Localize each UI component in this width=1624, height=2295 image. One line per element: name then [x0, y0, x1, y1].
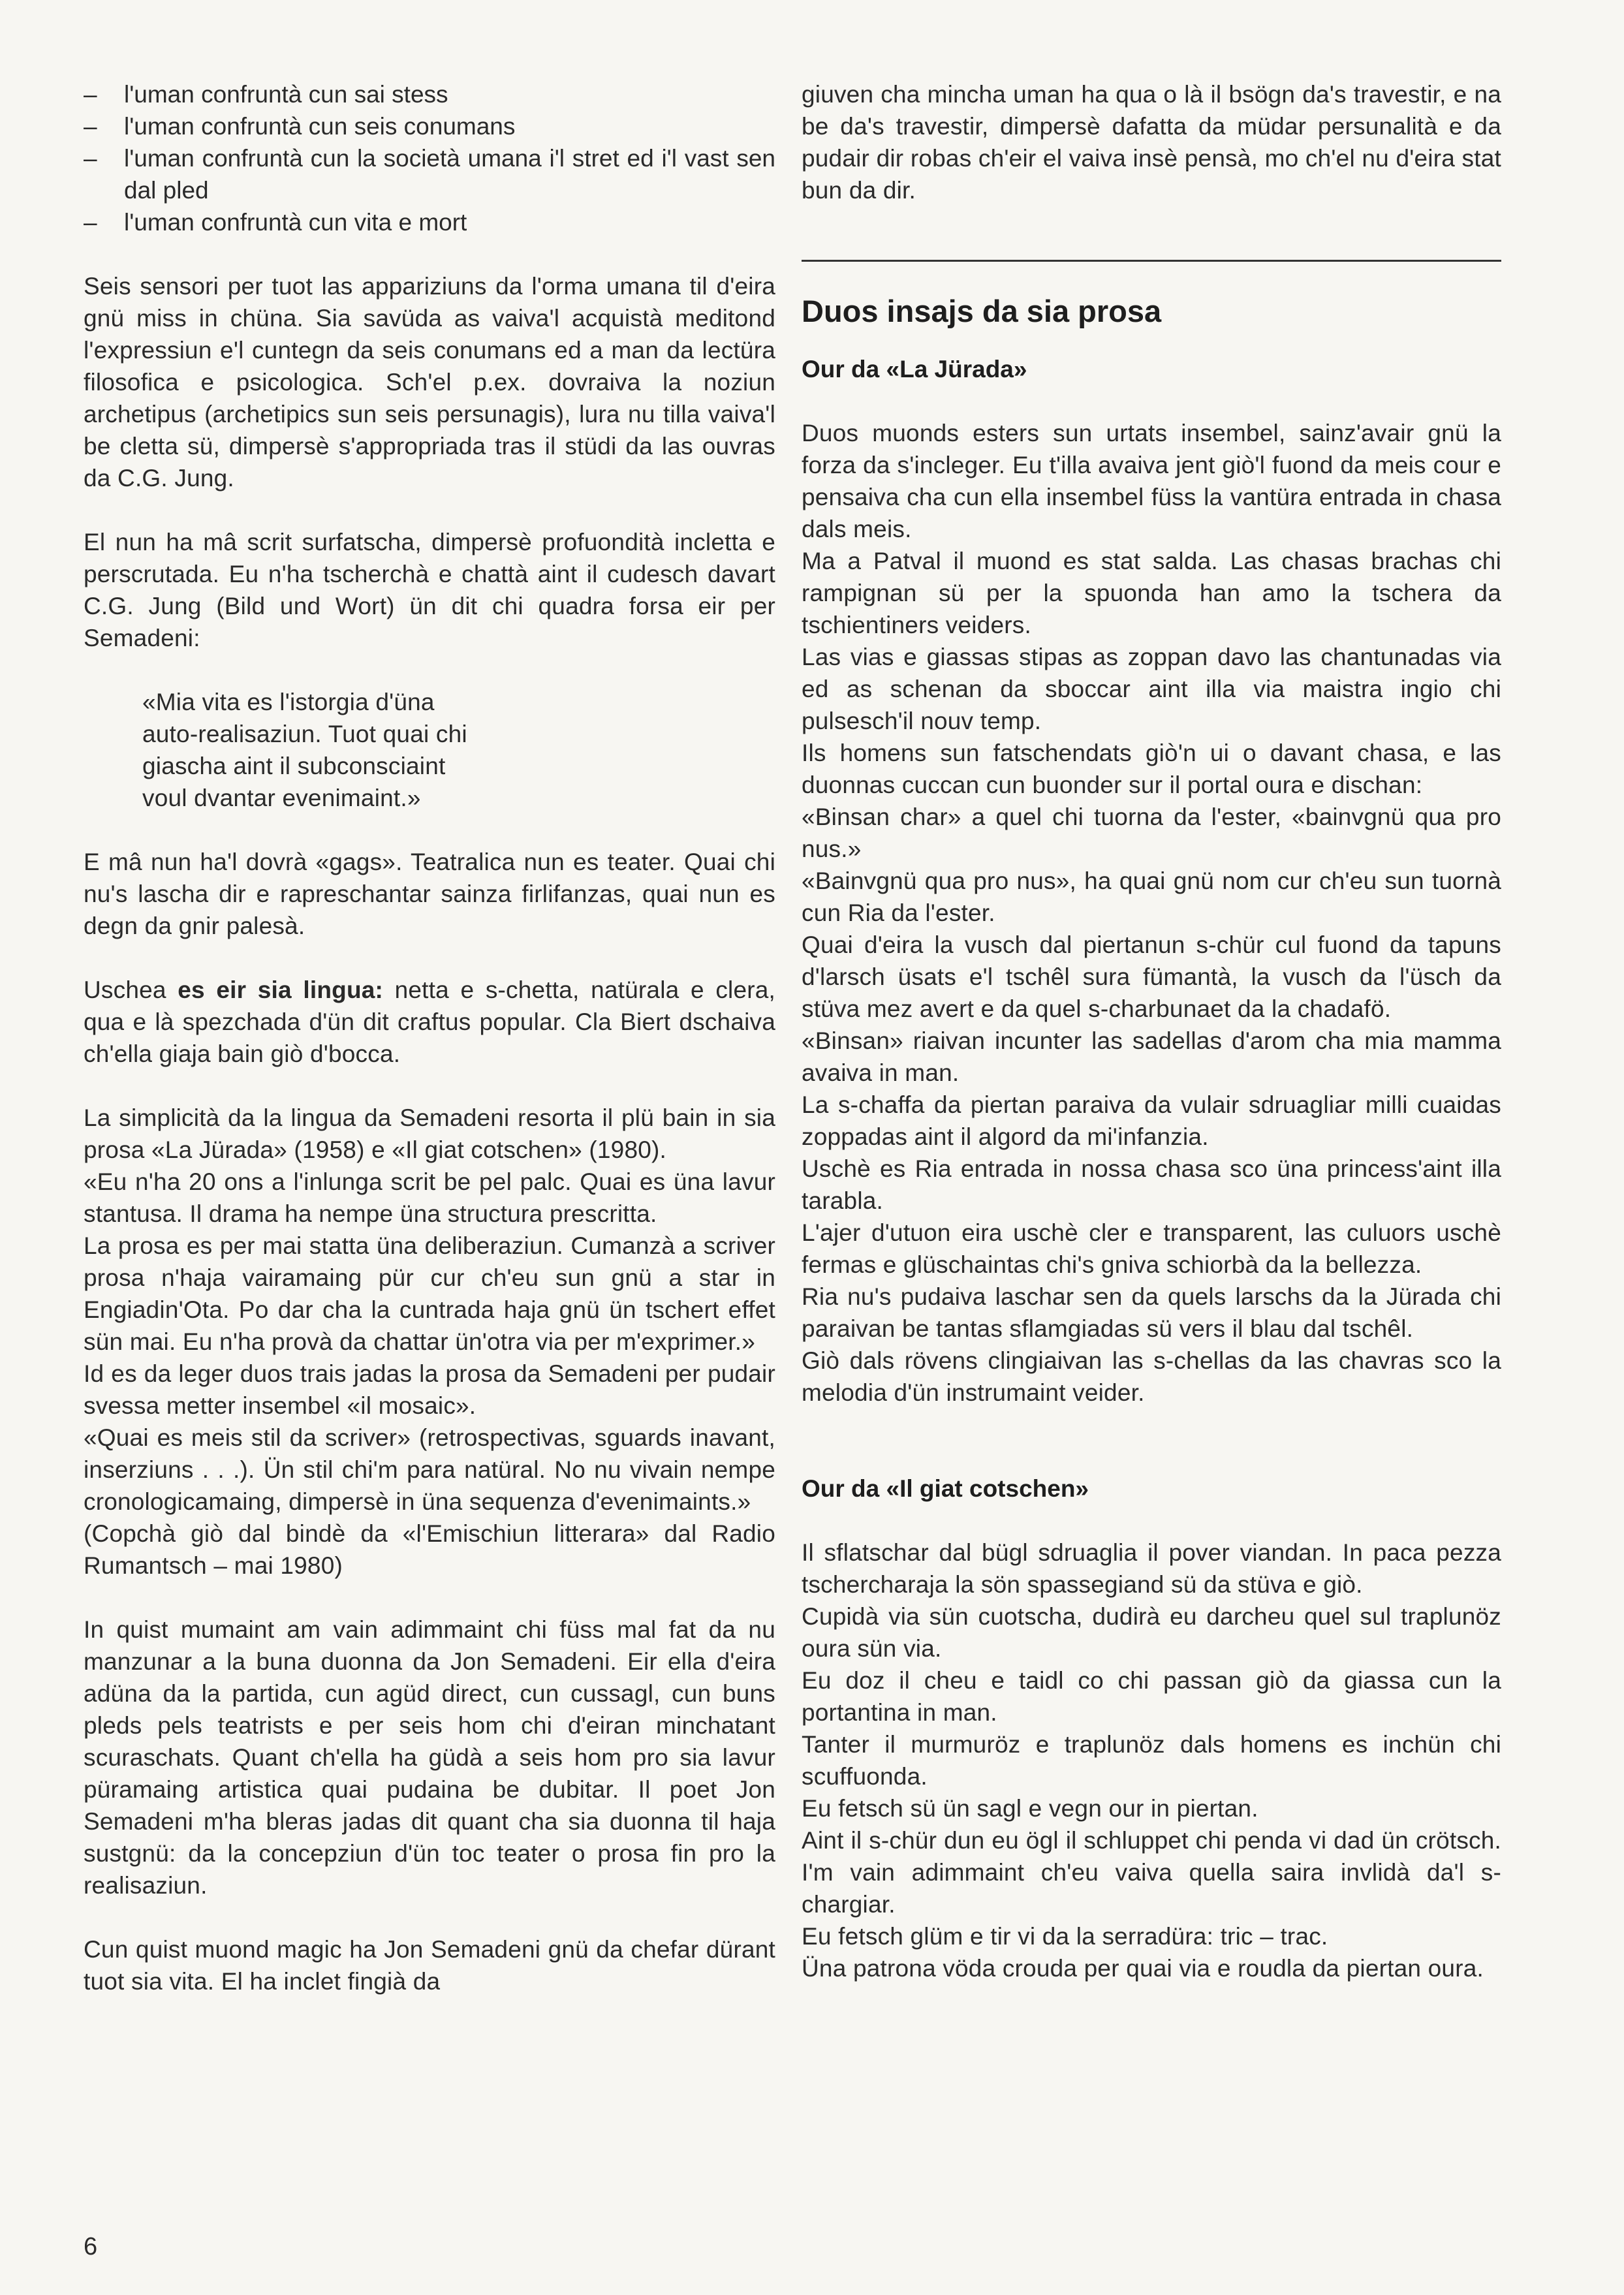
section-divider — [802, 260, 1501, 262]
paragraph: «Binsan char» a quel chi tuorna da l'ester, «bainvgnü qua pro nus.» — [802, 804, 1501, 862]
right-column — [802, 78, 1501, 1984]
paragraph: La simplicità da la lingua da Semadeni resorta il plü bain in sia prosa «La Jürada» (1958) e «Il giat cotschen» (1980). — [84, 1104, 775, 1163]
section-heading: Duos insajs da sia prosa — [802, 294, 1162, 328]
paragraph: Las vias e giassas stipas as zoppan davo las chantunadas via ed as schenan da sboccar aint illa via maistra ingio chi pulsesch'il nouv temp. — [802, 644, 1501, 734]
paragraph: Seis sensori per tuot las appariziuns da l'orma umana til d'eira gnü miss in chüna. Sia savüda as vaiva'l acquistà meditond l'expressiun e'l cuntegn da seis conumans ed a man da lectüra filosofica e psicologica. Sch'el p.ex. dovraiva la noziun archetipus (archetipics sun seis persunagis), lura nu tilla vaiva'l be cletta sü, dimpersè s'appropriada tras il stüdi da las ouvras da C.G. Jung. — [84, 273, 775, 492]
quote-line: «Mia vita es l'istorgia d'üna — [142, 689, 435, 715]
paragraph: Ma a Patval il muond es stat salda. Las chasas brachas chi rampignan sü per la spuonda han amo la tschera da tschientiners veiders. — [802, 548, 1501, 638]
paragraph: «Binsan» riaivan incunter las sadellas d'arom cha mia mamma avaiva in man. — [802, 1027, 1501, 1086]
paragraph: Il sflatschar dal bügl sdruaglia il pover viandan. In paca pezza tschercharaja la sön spassegiand sü da stüva e giò. — [802, 1539, 1501, 1598]
paragraph: E mâ nun ha'l dovrà «gags». Teatralica nun es teater. Quai chi nu's lascha dir e rapreschantar sainza firlifanzas, quai nun es degn da gnir palesà. — [84, 849, 775, 939]
paragraph: Eu fetsch sü ün sagl e vegn our in piertan. — [802, 1795, 1258, 1822]
paragraph: In quist mumaint am vain adimmaint chi füss mal fat da nu manzunar a la buna duonna da Jon Semadeni. Eir ella d'eira adüna da la partida, cun agüd direct, cun cussagl, cun buns pleds pels teatrists e per seis hom chi d'eiran minchatant scuraschats. Quant ch'ella ha güdà a seis hom pro sia lavur püramaing artistica quai pudaina be dubitar. Il poet Jon Semadeni m'ha bleras jadas dit quant cha sia duonna til haja sustgnü: da la concepziun d'ün toc teater o prosa fin pro la realisaziun. — [84, 1616, 775, 1899]
paragraph: Uschè es Ria entrada in nossa chasa sco üna princess'aint illa tarabla. — [802, 1155, 1501, 1214]
bold-phrase: es eir sia lingua: — [178, 976, 384, 1003]
paragraph: Id es da leger duos trais jadas la prosa da Semadeni per pudair svessa metter insembel «il mosaic». — [84, 1360, 775, 1419]
paragraph: (Copchà giò dal bindè da «l'Emischiun litterara» dal Radio Rumantsch – mai 1980) — [84, 1520, 775, 1579]
left-column — [84, 78, 775, 1997]
paragraph: Eu doz il cheu e taidl co chi passan giò da giassa cun la portantina in man. — [802, 1667, 1501, 1726]
quote-line: giascha aint il subconsciaint — [142, 753, 446, 779]
quote-line: voul dvantar evenimaint.» — [142, 785, 421, 811]
page-number: 6 — [84, 2233, 98, 2260]
paragraph: Giò dals rövens clingiaivan las s-chellas da las chavras sco la melodia d'ün instrumaint veider. — [802, 1347, 1501, 1406]
list-item: – l'uman confruntà cun seis conumans — [84, 110, 775, 142]
paragraph: «Bainvgnü qua pro nus», ha quai gnü nom cur ch'eu sun tuornà cun Ria da l'ester. — [802, 867, 1501, 926]
paragraph: Cun quist muond magic ha Jon Semadeni gnü da chefar dürant tuot sia vita. El ha inclet fingià da — [84, 1936, 775, 1995]
paragraph-text: Uschea — [84, 976, 178, 1003]
paragraph: Aint il s-chür dun eu ögl il schluppet chi penda vi dad ün crötsch. I'm vain adimmaint ch'eu vaiva quella saira invlidà da'l s-chargiar. — [802, 1827, 1501, 1918]
list-item: – l'uman confruntà cun sai stess — [84, 78, 775, 110]
subheading-jurada: Our da «La Jürada» — [802, 356, 1027, 382]
paragraph: Duos muonds esters sun urtats insembel, sainz'avair gnü la forza da s'incleger. Eu t'illa avaiva jent giò'l fuond da meis cour e pensaiva cha cun ella insembel füss la vantüra entrada in chasa dals meis. — [802, 420, 1501, 542]
paragraph: Tanter il murmuröz e traplunöz dals homens es inchün chi scuffuonda. — [802, 1731, 1501, 1790]
paragraph: Ils homens sun fatschendats giò'n ui o davant chasa, e las duonnas cuccan cun buonder sur il portal oura e dischan: — [802, 740, 1501, 798]
paragraph: giuven cha mincha uman ha qua o là il bsögn da's travestir, e na be da's travestir, dimpersè dafatta da müdar persunalità e da pudair dir robas ch'eir el vaiva insè pensà, mo ch'el nu d'eira stat bun da dir. — [802, 81, 1501, 204]
paragraph: Cupidà via sün cuotscha, dudirà eu darcheu quel sul traplunöz oura sün via. — [802, 1603, 1501, 1662]
paragraph: Eu fetsch glüm e tir vi da la serradüra: tric – trac. — [802, 1923, 1328, 1950]
paragraph: L'ajer d'utuon eira uschè cler e transparent, las culuors uschè fermas e glüschaintas chi's gniva schiorbà da la bellezza. — [802, 1219, 1501, 1278]
paragraph: Üna patrona vöda crouda per quai via e roudla da piertan oura. — [802, 1955, 1484, 1982]
paragraph-text: netta e s-chetta, natürala e clera, qua e là spezchada d'ün dit craftus popular. Cla Biert dschaiva ch'ella giaja bain giò d'bocca. — [84, 976, 776, 1067]
paragraph: «Quai es meis stil da scriver» (retrospectivas, sguards inavant, inserziuns . . .). Ün stil chi'm para natüral. No nu vivain nempe cronologicamaing, dimpersè in üna sequenza d'evenimaints.» — [84, 1424, 775, 1515]
paragraph: Quai d'eira la vusch dal piertanun s-chür cul fuond da tapuns d'larsch üsats e'l tschêl sura fümantà, la vusch da l'üsch da stüva mez avert e da quel s-charbunaet da la chadafö. — [802, 931, 1501, 1022]
list-item: – l'uman confruntà cun vita e mort — [84, 206, 775, 238]
paragraph: La s-chaffa da piertan paraiva da vulair sdruagliar milli cuaidas zoppadas aint il algord da mi'infanzia. — [802, 1091, 1501, 1150]
dash-list — [84, 78, 775, 238]
paragraph — [84, 974, 775, 1070]
paragraph: Ria nu's pudaiva laschar sen da quels larschs da la Jürada chi paraivan be tantas sflamgiadas sü vers il blau dal tschêl. — [802, 1283, 1501, 1342]
subheading-giat: Our da «Il giat cotschen» — [802, 1475, 1089, 1502]
paragraph: «Eu n'ha 20 ons a l'inlunga scrit be pel palc. Quai es üna lavur stantusa. Il drama ha nempe üna structura prescritta. — [84, 1168, 775, 1227]
block-quote — [84, 686, 775, 814]
paragraph: La prosa es per mai statta üna deliberaziun. Cumanzà a scriver prosa n'haja vairamaing pür cur ch'eu sun gnü a star in Engiadin'Ota. Po dar cha la cuntrada haja gnü ün tschert effet sün mai. Eu n'ha provà da chattar ün'otra via per m'exprimer.» — [84, 1232, 775, 1355]
quote-line: auto-realisaziun. Tuot quai chi — [142, 721, 467, 747]
list-item: – l'uman confruntà cun la società umana i'l stret ed i'l vast sen dal pled — [84, 142, 775, 206]
paragraph: El nun ha mâ scrit surfatscha, dimpersè profuondità incletta e perscrutada. Eu n'ha tscherchà e chattà aint il cudesch davart C.G. Jung (Bild und Wort) ün dit chi quadra forsa eir per Semadeni: — [84, 529, 775, 651]
